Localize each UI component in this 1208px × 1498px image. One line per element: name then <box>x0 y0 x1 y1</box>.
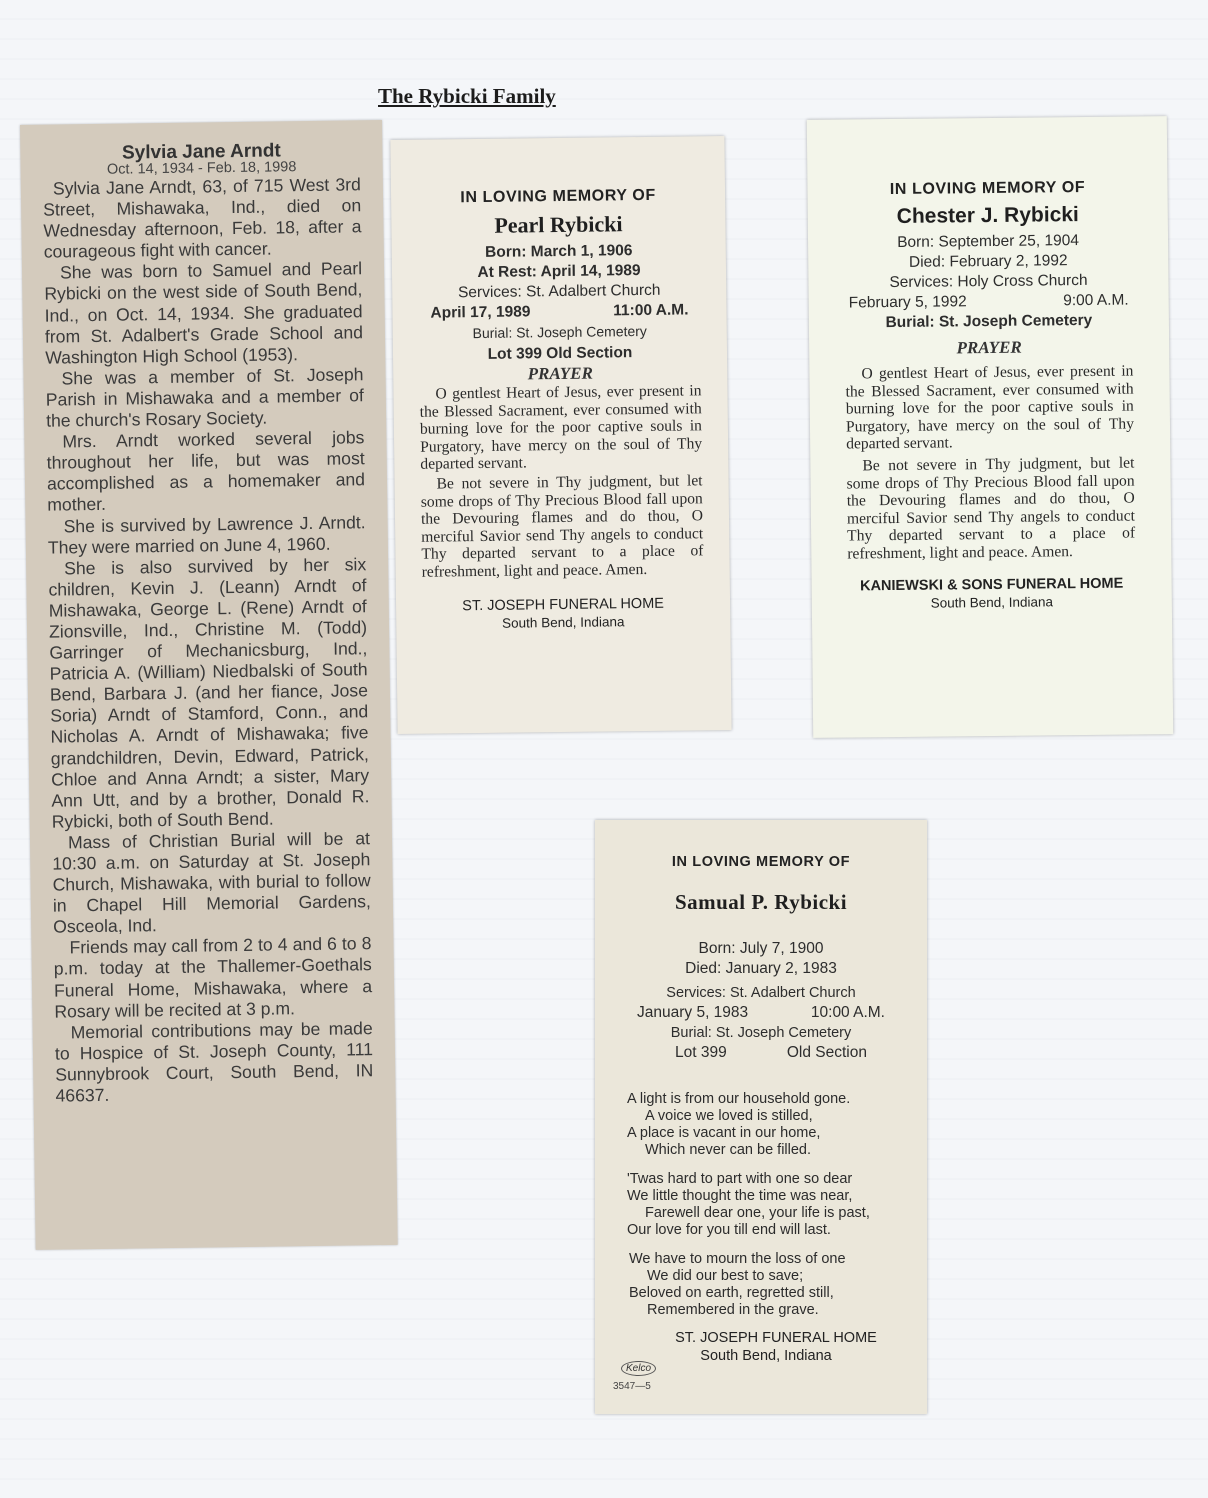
card-name: Pearl Rybicki <box>494 211 623 238</box>
poem-line: Beloved on earth, regretted still, <box>629 1285 834 1301</box>
card-burial: Burial: St. Joseph Cemetery <box>472 322 647 342</box>
card-service-time: 9:00 A.M. <box>1063 291 1129 310</box>
obituary-paragraph: Friends may call from 2 to 4 and 6 to 8 p.m. today at the Thallemer-Goethals Funeral Home, Mishawaka, where a Rosary will be recited at 3 p.m. <box>53 933 373 1022</box>
card-poem-stanza <box>615 1091 907 1159</box>
card-service-time: 11:00 A.M. <box>613 301 689 320</box>
page-title: The Rybicki Family <box>378 84 556 108</box>
card-lot: Lot 399 <box>675 1044 727 1061</box>
obituary-clipping <box>20 120 398 1250</box>
card-service-date: February 5, 1992 <box>848 293 967 312</box>
card-prayer-text: Be not severe in Thy judgment, but let some drops of Thy Precious Blood fall upon the Devouring flames and do thou, O merciful Savior send Thy angels to conduct Thy departed servant to a place of refreshment, light and peace. Amen. <box>846 454 1136 563</box>
card-prayer-heading: PRAYER <box>956 337 1022 358</box>
card-section: Old Section <box>786 1044 867 1061</box>
poem-line: We did our best to save; <box>647 1268 804 1284</box>
obituary-paragraph: She was a member of St. Joseph Parish in Mishawaka and a member of the church's Rosary Society. <box>45 364 364 431</box>
card-heading: IN LOVING MEMORY OF <box>671 854 851 870</box>
card-poem-stanza <box>615 1251 907 1319</box>
card-prayer-text: O gentlest Heart of Jesus, ever present in the Blessed Sacrament, ever consumed with burning love for the poor captive souls in Purgatory, have mercy on the soul of Thy departed servant. <box>845 362 1135 453</box>
card-services: Services: St. Adalbert Church <box>457 281 661 302</box>
poem-line: Our love for you till end will last. <box>627 1222 831 1238</box>
card-lot-row <box>615 1043 907 1063</box>
card-service-datetime <box>418 300 700 323</box>
card-city: South Bend, Indiana <box>700 1348 832 1364</box>
card-heading: IN LOVING MEMORY OF <box>460 186 656 207</box>
poem-line: We have to mourn the loss of one <box>629 1251 846 1267</box>
poem-line: A place is vacant in our home, <box>627 1125 821 1141</box>
obituary-paragraph: Memorial contributions may be made to Hospice of St. Joseph County, 111 Sunnybrook Court, South Bend, IN 46637. <box>54 1017 374 1106</box>
obituary-paragraph: Sylvia Jane Arndt, 63, of 715 West 3rd Street, Mishawaka, Ind., died on Wednesday afternoon, Feb. 18, after a courageous fight with cancer. <box>43 174 362 262</box>
card-burial: Burial: St. Joseph Cemetery <box>670 1025 852 1041</box>
card-born: Born: September 25, 1904 <box>897 232 1080 251</box>
card-heading: IN LOVING MEMORY OF <box>889 178 1086 199</box>
card-funeral-home: ST. JOSEPH FUNERAL HOME <box>462 595 665 614</box>
memorial-card-samual <box>595 820 927 1414</box>
memorial-card-pearl <box>390 136 731 734</box>
card-funeral-home: ST. JOSEPH FUNERAL HOME <box>675 1330 877 1346</box>
card-prayer-text: Be not severe in Thy judgment, but let some drops of Thy Precious Blood fall upon the Devouring flames and do thou, O merciful Savior send Thy angels to conduct Thy departed servant to a place of refreshment, light and peace. Amen. <box>420 472 704 581</box>
card-born: Born: March 1, 1906 <box>485 242 633 261</box>
card-rest: At Rest: April 14, 1989 <box>477 262 641 282</box>
poem-line: A light is from our household gone. <box>627 1091 851 1107</box>
memorial-card-chester <box>807 116 1173 738</box>
obituary-paragraph: Mass of Christian Burial will be at 10:30 a.m. on Saturday at St. Joseph Church, Mishawaka, with burial to follow in Chapel Hill Memorial Gardens, Osceola, Ind. <box>52 828 372 937</box>
card-poem-stanza <box>615 1171 907 1239</box>
obituary-paragraph: She is survived by Lawrence J. Arndt. They were married on June 4, 1960. <box>47 511 366 558</box>
obituary-paragraph: She is also survived by her six children, Kevin J. (Leann) Arndt of Mishawaka, George L. (Rene) Arndt of Zionsville, Ind., Christine M. (Todd) Garringer of Mechanicsburg, Ind., Patricia A. (William) Niedbalski of South Bend, Barbara J. (and her fiance, Jose Soria) Arndt of Stamford, Conn., and Nicholas A. Arndt of Mishawaka; five grandchildren, Devin, Edward, Patrick, Chloe and Anna Arndt; a sister, Mary Ann Utt, and by a brother, Donald R. Rybicki, both of South Bend. <box>48 553 370 832</box>
card-city: South Bend, Indiana <box>502 613 625 631</box>
card-services: Services: Holy Cross Church <box>889 271 1088 292</box>
poem-line: Which never can be filled. <box>645 1142 812 1158</box>
card-service-date: April 17, 1989 <box>430 303 531 322</box>
card-prayer-heading: PRAYER <box>527 363 593 384</box>
printer-logo: Kelco <box>621 1361 656 1376</box>
obituary-paragraph: She was born to Samuel and Pearl Rybicki on the west side of South Bend, Ind., on Oct. 14, 1934. She graduated from St. Adalbert's Grade School and Washington High School (1953). <box>44 258 364 368</box>
obituary-name: Sylvia Jane Arndt <box>121 140 281 164</box>
card-number: 3547—5 <box>613 1381 651 1392</box>
poem-line: 'Twas hard to part with one so dear <box>627 1171 853 1187</box>
poem-line: A voice we loved is stilled, <box>645 1108 813 1124</box>
card-born: Born: July 7, 1900 <box>698 940 824 957</box>
card-service-time: 10:00 A.M. <box>810 1004 885 1021</box>
card-service-datetime <box>615 1003 907 1023</box>
poem-line: Farewell dear one, your life is past, <box>645 1205 870 1221</box>
obituary-dates: Oct. 14, 1934 - Feb. 18, 1998 <box>106 159 297 178</box>
card-city: South Bend, Indiana <box>930 593 1054 611</box>
obituary-paragraph: Mrs. Arndt worked several jobs throughout her life, but was most accomplished as a homemaker and mother. <box>46 427 366 516</box>
card-funeral-home: KANIEWSKI & SONS FUNERAL HOME <box>859 575 1124 594</box>
card-name: Samual P. Rybicki <box>674 890 848 914</box>
card-name: Chester J. Rybicki <box>896 203 1079 228</box>
card-burial: Burial: St. Joseph Cemetery <box>885 311 1093 332</box>
card-lot: Lot 399 Old Section <box>487 344 633 363</box>
card-died: Died: February 2, 1992 <box>908 252 1068 271</box>
card-services: Services: St. Adalbert Church <box>666 985 856 1001</box>
poem-line: Remembered in the grave. <box>647 1302 819 1318</box>
card-service-date: January 5, 1983 <box>637 1004 749 1021</box>
card-prayer-text: O gentlest Heart of Jesus, ever present in the Blessed Sacrament, ever consumed with burning love for the poor captive souls in Purgatory, have mercy on the soul of Thy departed servant. <box>419 382 703 474</box>
poem-line: We little thought the time was near, <box>627 1188 853 1204</box>
card-died: Died: January 2, 1983 <box>685 960 837 977</box>
